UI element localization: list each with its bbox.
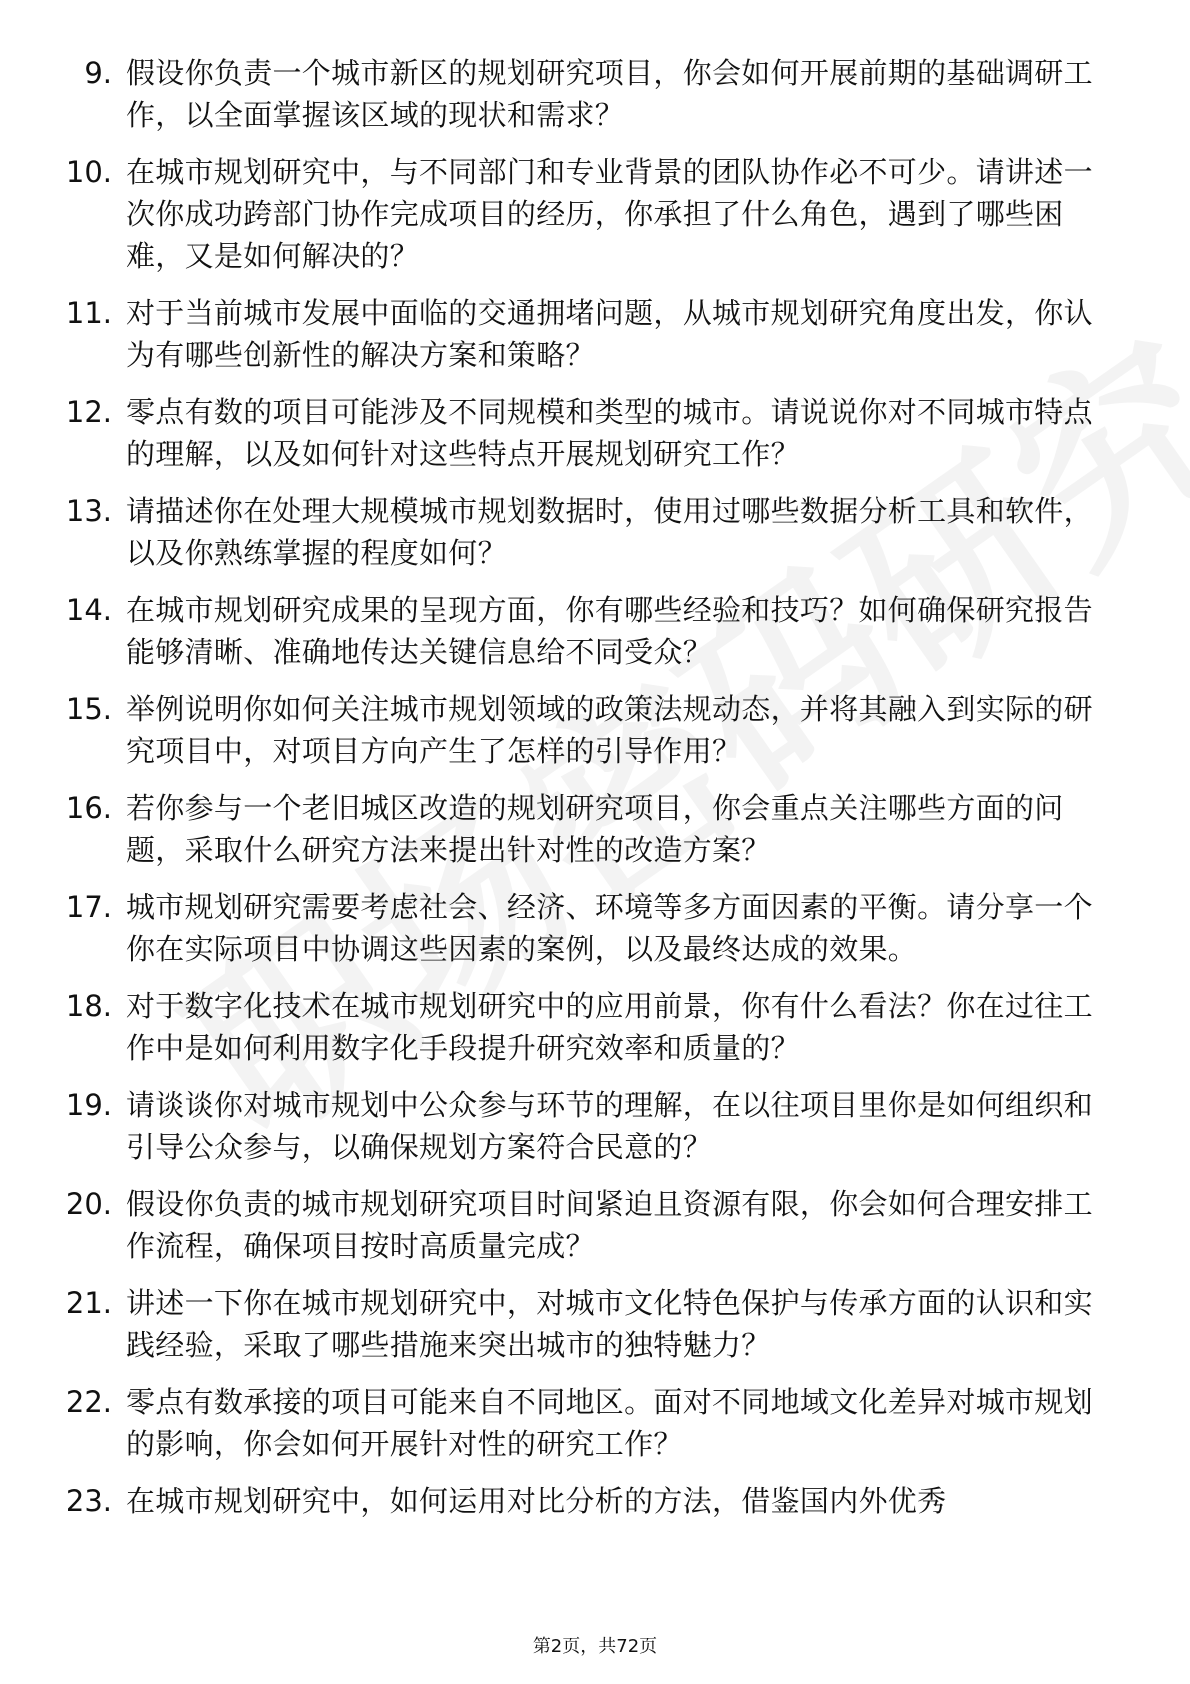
- question-text: 假设你负责的城市规划研究项目时间紧迫且资源有限，你会如何合理安排工作流程，确保项目按时高质量完成？: [126, 1187, 1093, 1263]
- question-text: 若你参与一个老旧城区改造的规划研究项目，你会重点关注哪些方面的问题，采取什么研究方法来提出针对性的改造方案？: [126, 791, 1064, 867]
- list-item: [0, 1381, 1190, 1465]
- question-text: 请谈谈你对城市规划中公众参与环节的理解，在以往项目里你是如何组织和引导公众参与，以确保规划方案符合民意的？: [126, 1088, 1093, 1164]
- question-text: 对于数字化技术在城市规划研究中的应用前景，你有什么看法？你在过往工作中是如何利用数字化手段提升研究效率和质量的？: [126, 989, 1093, 1065]
- question-number: 13.: [65, 494, 112, 528]
- question-number: 10.: [65, 155, 112, 189]
- question-text: 在城市规划研究成果的呈现方面，你有哪些经验和技巧？如何确保研究报告能够清晰、准确地传达关键信息给不同受众？: [126, 593, 1093, 669]
- list-item: [0, 787, 1190, 871]
- question-number: 17.: [65, 890, 112, 924]
- list-item: [0, 490, 1190, 574]
- list-item: [0, 688, 1190, 772]
- question-text: 对于当前城市发展中面临的交通拥堵问题，从城市规划研究角度出发，你认为有哪些创新性的解决方案和策略？: [126, 296, 1093, 372]
- list-item: [0, 589, 1190, 673]
- question-number: 23.: [65, 1484, 112, 1518]
- question-number: 20.: [65, 1187, 112, 1221]
- question-number: 9.: [84, 56, 112, 90]
- list-item: [0, 391, 1190, 475]
- list-item: [0, 985, 1190, 1069]
- question-text: 在城市规划研究中，与不同部门和专业背景的团队协作必不可少。请讲述一次你成功跨部门协作完成项目的经历，你承担了什么角色，遇到了哪些困难，又是如何解决的？: [126, 155, 1093, 273]
- question-number: 12.: [65, 395, 112, 429]
- list-item: [0, 52, 1190, 136]
- question-number: 19.: [65, 1088, 112, 1122]
- question-number: 11.: [65, 296, 112, 330]
- question-text: 零点有数承接的项目可能来自不同地区。面对不同地域文化差异对城市规划的影响，你会如何开展针对性的研究工作？: [126, 1385, 1093, 1461]
- question-number: 16.: [65, 791, 112, 825]
- list-item: [0, 886, 1190, 970]
- list-item: [0, 1480, 1190, 1522]
- page-footer: 第2页，共72页: [532, 1636, 658, 1657]
- question-text: 零点有数的项目可能涉及不同规模和类型的城市。请说说你对不同城市特点的理解，以及如何针对这些特点开展规划研究工作？: [126, 395, 1093, 471]
- question-text: 假设你负责一个城市新区的规划研究项目，你会如何开展前期的基础调研工作，以全面掌握该区域的现状和需求？: [126, 56, 1093, 132]
- list-item: [0, 292, 1190, 376]
- question-list: [0, 52, 1190, 1537]
- list-item: [0, 1183, 1190, 1267]
- question-number: 15.: [65, 692, 112, 726]
- question-text: 举例说明你如何关注城市规划领域的政策法规动态，并将其融入到实际的研究项目中，对项目方向产生了怎样的引导作用？: [126, 692, 1093, 768]
- question-number: 18.: [65, 989, 112, 1023]
- list-item: [0, 151, 1190, 277]
- question-number: 14.: [65, 593, 112, 627]
- question-number: 22.: [65, 1385, 112, 1419]
- question-text: 在城市规划研究中，如何运用对比分析的方法，借鉴国内外优秀: [126, 1484, 947, 1518]
- question-number: 21.: [65, 1286, 112, 1320]
- list-item: [0, 1084, 1190, 1168]
- question-text: 请描述你在处理大规模城市规划数据时，使用过哪些数据分析工具和软件，以及你熟练掌握的程度如何？: [126, 494, 1093, 570]
- list-item: [0, 1282, 1190, 1366]
- question-text: 讲述一下你在城市规划研究中，对城市文化特色保护与传承方面的认识和实践经验，采取了哪些措施来突出城市的独特魅力？: [126, 1286, 1093, 1362]
- question-text: 城市规划研究需要考虑社会、经济、环境等多方面因素的平衡。请分享一个你在实际项目中协调这些因素的案例，以及最终达成的效果。: [126, 890, 1093, 966]
